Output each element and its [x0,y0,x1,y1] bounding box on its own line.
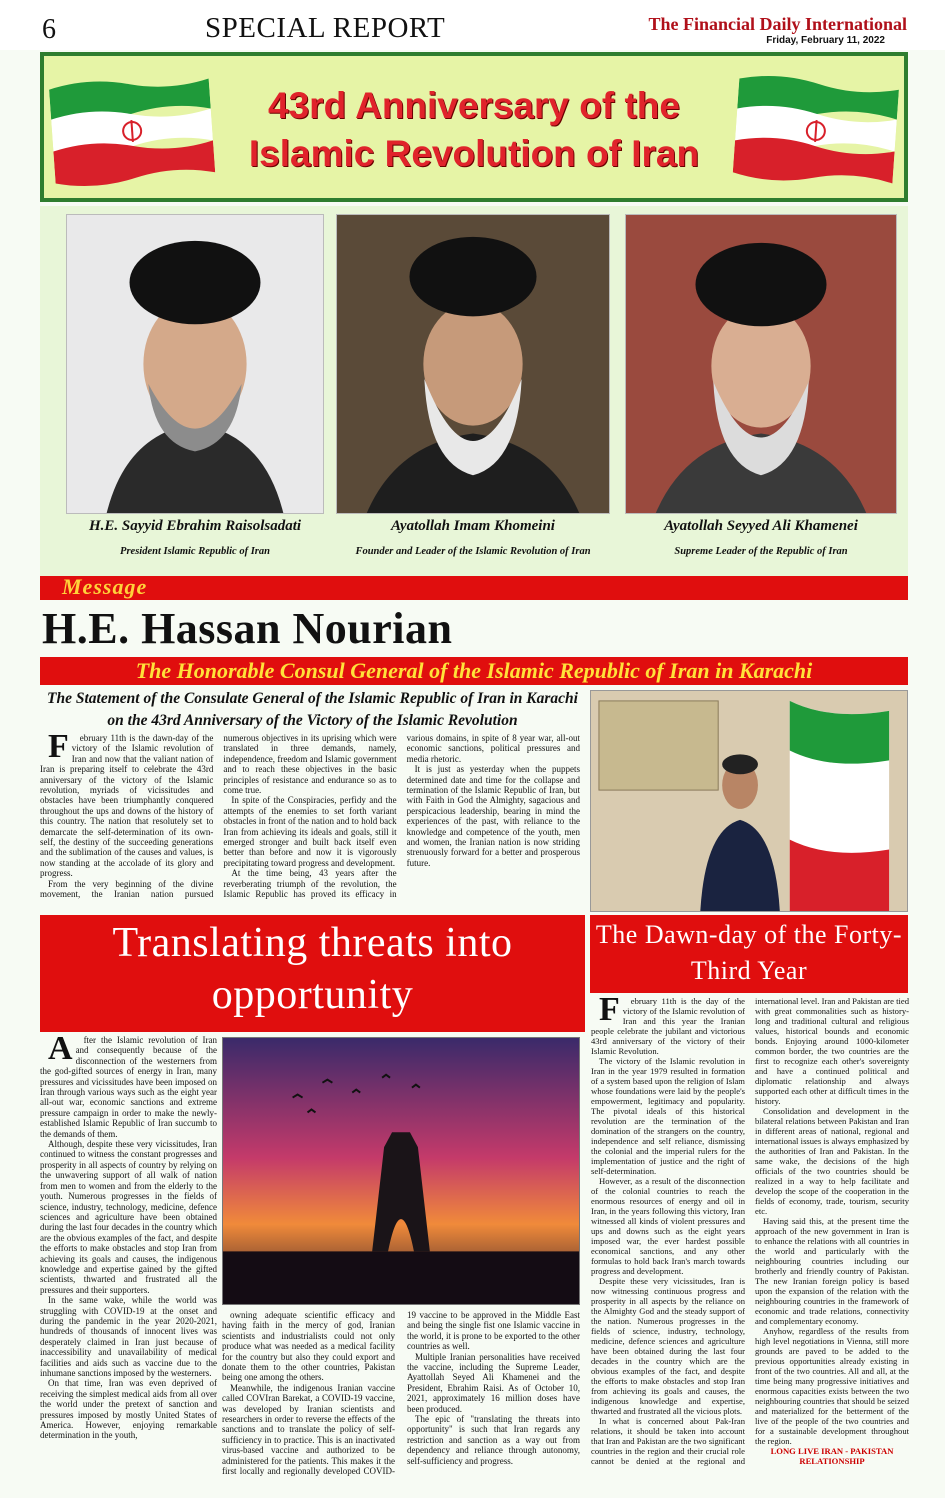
issue-date: Friday, February 11, 2022 [766,35,885,46]
portrait-khomeini [336,214,610,514]
portrait-title-1: President Islamic Republic of Iran [120,546,270,557]
leaders-portraits [40,206,908,576]
article-paragraph: owning adequate scientific efficacy and having faith in the mercy of god, Iranian scientists and industrialists could not only produce what was needed as a medical facility for the country but also they could export and donate them to the other countries, Pakistan being one among the others. [222,1310,395,1383]
article-paragraph: On that time, Iran was even deprived of receiving the simplest medical aids from all over the world under the pretext of sanction and pressures imposed by mostly United States of America. However, enjoying remarkable determination in the youth, [40,1378,217,1441]
consul-name: H.E. Hassan Nourian [42,604,453,653]
article-paragraph: Anyhow, regardless of the results from high level negotiations in Vienna, still more grounds are paved to be added to the previous opportunities already existing in front of the two countries. All and all, at the time being many progressive initiatives and enormous capacities exists between the two neighbouring countries that should be seized and materialized for the betterment of the live of the people of the two countries and for a sustainable development throughout the region. [755,1326,909,1446]
banner-title-line1: 43rd Anniversary of the [268,85,680,126]
article-paragraph: However, as a result of the disconnection of the colonial countries to reach the enormous resources of energy and oil in Iran, in the years following this victory, Iran witnessed all kinds of violent pressures and ups and downs such as the eight years imposed war, the ever hardest possible economical sanctions, and any other formulas to hold back Iran's march towards progress and development. [591,1176,745,1276]
article-paragraph: Although, despite these very vicissitudes, Iran continued to witness the constant progresses and prosperity in all aspects of country by relying on the unwavering support of all walk of nation from men to women and from the elderly to the youth. Numerous progresses in the fields of science, industry, technology, medicine, defence sciences and agriculture have been obtained during the last four decades in the country which are the obvious examples of the fact, and despite the efforts to make obstacles and stop Iran from achieving its goals and causes, the indigenous knowledge and expertise gained by the gifted scientists, thwarted and frustrated all the pressures and their supporters. [40,1139,217,1295]
consul-photo [590,690,908,912]
drop-cap: F [48,733,69,765]
statement-paragraph: In spite of the Conspiracies, perfidy and the attempts of the enemies to set forth variant obstacles in front of the nation and to hold back Iran from achieving its ideals and goals, still it emerged stronger and built back itself even better than before and now it is vigorously precipitating toward progress and development. [223,795,397,868]
consul-position: The Honorable Consul General of the Islamic Republic of Iran in Karachi [135,658,813,683]
article-paragraph: Meanwhile, the indigenous Iranian vaccine called COVIran Barekat, a COVID-19 vaccine, was developed by Iranian scientists and researchers in order to reverse the effects of the sanctions and to translate the policy of self-sufficiency in to practice. This is an inactivated virus-based vaccine and authorized to be administered for the patients. This makes it the first locally and regionally developed COVID-19 vaccine to be approved in the Middle East and being the single fist one Islamic vaccine in the world, it is prone to be exported to the other countries as well. [222,1310,580,1477]
article-paragraph: Having said this, at the present time the approach of the new government in Iran is to enhance the relations with all countries in the world and particularly with the neighbouring countries including our brotherly and friendly country of Pakistan. The new Iranian foreign policy is based upon the expansion of the relation with the neighbouring countries in the framework of economic and trade relations, connectivity and complementary economy. [755,1216,909,1326]
statement-paragraph: F ebruary 11th is the dawn-day of the victory of the Islamic revolution of Iran and now that the valiant nation of Iran is preparing itself to celebrate the 43rd anniversary of the victory of the Islamic revolution, myriads of vicissitudes and obstacles have been triumphantly conquered throughout the ups and downs of the history of this country. The nation that resolutely set to demarcate the self-determination of its own-self, the destiny of the succeeding generations and the sublimation of the causes and values, is now standing at the accolade of its glory and progress. [40,733,214,879]
portrait-name-2: Ayatollah Imam Khomeini [391,518,555,534]
page-number: 6 [42,14,56,45]
drop-cap: A [48,1035,73,1067]
statement-title: The Statement of the Consulate General of the Islamic Republic of Iran in Karachi on the 43rd Anniversary of the Victory of the Islamic Revolution [47,690,578,729]
portrait-name-1: H.E. Sayyid Ebrahim Raisolsadati [88,518,302,534]
iran-flag-left-icon [48,69,215,190]
article-paragraph: In what is concerned about Pak-Iran relations, it should be taken into account that Iran and Pakistan are the two significant countries in the region and their crucial role cannot be denied at the regional and international level. Iran and Pakistan are tied with great commonalities such as history-long and traditional cultural and religious values, historical bounds and economic bonds. Enjoying around 1000-kilometer common border, the two countries are the first to recognize each other's sovereignty and have a continued political and diplomatic relationship and always supported each other at difficult times in the history. [591,996,909,1466]
statement-body [40,733,580,915]
article-paragraph: Despite these very vicissitudes, Iran is now witnessing continuous progress and prosperity in all aspects by the reliance on the Almighty God and the steady support of the nation. Numerous progresses in the fields of science, industry, technology, medicine, defence sciences and agriculture have been obtained during the last four decades in the country which are the obvious examples of the fact, and despite the efforts to make obstacles and stop Iran from achieving its goals and causes, the indigenous knowledge and expertise, thwarted and frustrated all the vicious plots. [591,1276,745,1416]
article-paragraph: A fter the Islamic revolution of Iran and consequently because of the disconnection of the westerners from the god-gifted sources of energy in Iran, many pressures and vicissitudes have been imposed on Iran through various ways such as the eight year all-out war, economic sanctions and extreme pressure campaign in order to make the newly-established Islamic Republic of Iran succumb to the demands of them. [40,1035,217,1139]
dawn-headline: The Dawn-day of the Forty-Third Year [595,920,903,985]
message-bar [40,576,908,600]
anniversary-banner [40,52,908,202]
drop-cap: F [599,996,620,1028]
page-header [0,0,945,50]
article-paragraph: The epic of "translating the threats into opportunity" is such that Iran regards any restriction and sanction as a way out from dependency and reliance through autonomy, self-sufficiency and progress. [407,1414,580,1466]
portrait-title-2: Founder and Leader of the Islamic Revolution of Iran [355,546,591,557]
portrait-khamenei [625,214,897,514]
portrait-title-3: Supreme Leader of the Republic of Iran [674,546,848,557]
portrait-raisi [66,214,324,514]
threats-article-left [40,1035,217,1490]
closing-slogan: LONG LIVE IRAN - PAKISTAN RELATIONSHIP [770,1446,894,1466]
threats-headline-box [40,915,585,1032]
article-paragraph: In the same wake, while the world was struggling with COVID-19 at the onset and during the pandemic in the year 2020-2021, hundreds of thousands of innocent lives was desperately claimed in Iran just because of inaccessibility and unavailability of medical facilities and aids such as vaccine due to the inhumane sanctions imposed by the westerners. [40,1295,217,1378]
article-paragraph: F ebruary 11th is the day of the victory of the Islamic revolution of Iran and this year the Iranian people celebrate the jubilant and victorious 43rd anniversary of the victory of their Islamic Revolution. [591,996,745,1056]
masthead-name: The Financial Daily International [648,14,907,34]
statement-paragraph: At the time being, 43 years after the reverberating triumph of the revolution, the Islamic Republic has proved its efficacy in various domains, in spite of 8 year war, all-out economic sanctions, political pressures and media rhetoric. [223,733,580,900]
section-title: SPECIAL REPORT [205,12,446,44]
threats-article-bottom [222,1310,580,1490]
banner-title [204,82,744,178]
statement-paragraph: From the very beginning of the divine movement, the Iranian nation pursued numerous objectives in its uprising which were translated in three demands, namely, independence, freedom and Islamic government and to reach these objectives in the basic principles of resistance and endurance so as to come true. [40,733,397,900]
consul-position-bar [40,657,908,685]
statement-paragraph: It is just as yesterday when the puppets determined date and time for the collapse and termination of the Islamic Republic of Iran, but with Faith in God the Almighty, sagacious and perspicacious leadership, bearing in mind the experiences of the past, with reliance to the knowledge and competence of the youth, men and women, the Iranian nation is now striding strenuously forward for a better and prosperous future. [406,764,580,868]
iran-flag-right-icon [732,69,899,190]
dawn-article [591,996,909,1491]
message-label: Message [62,574,148,599]
article-paragraph: The victory of the Islamic revolution in Iran in the year 1979 resulted in formation of a system based upon the religion of Islam whose foundations were laid by the people's empowerment, legitimacy and popularity. The pivotal ideals of this historical revolution are the termination of the domination of the strangers on the country, independence and self reliance, dismissing the colonial and the imperial rulers for the implementation of justice and the right of self-determination. [591,1056,745,1176]
portrait-name-3: Ayatollah Seyyed Ali Khamenei [664,518,858,534]
article-paragraph: Consolidation and development in the bilateral relations between Pakistan and Iran in different areas of national, regional and international issues is always emphasized by the authorities of Iran and Pakistan. In the same wake, the decisions of the high officials of the two countries should be realized in a way to help facilitate and develop the scope of the cooperation in the fields of economy, trade, tourism, security etc. [755,1106,909,1216]
article-paragraph: Multiple Iranian personalities have received the vaccine, including the Supreme Leader, Ayattollah Seyed Ali Khamenei and the President, Ebrahim Raisi. As of October 10, 2021, approximately 16 million doses have been produced. [407,1351,580,1414]
banner-title-line2: Islamic Revolution of Iran [248,133,700,174]
threats-headline: Translating threats into opportunity [112,920,513,1018]
dawn-headline-box [590,915,908,993]
azadi-tower-photo [222,1037,580,1305]
